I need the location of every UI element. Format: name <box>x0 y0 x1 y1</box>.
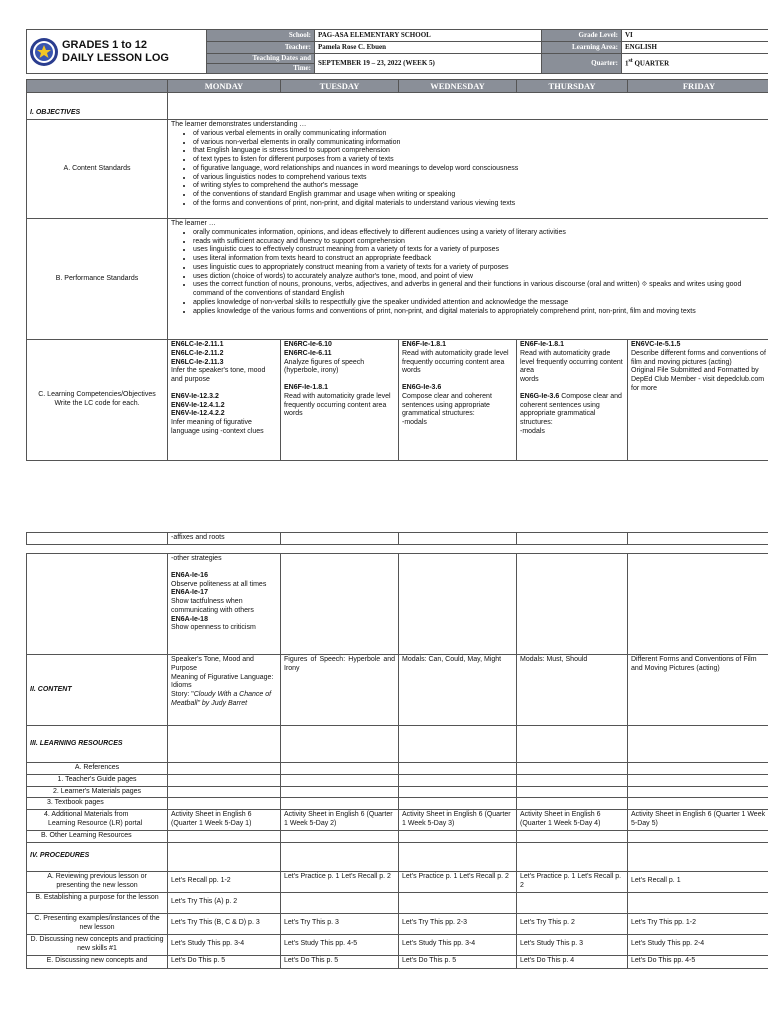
teachers-guide-label: 1. Teacher's Guide pages <box>27 774 168 786</box>
table-cell <box>168 763 281 775</box>
other-resources-label: B. Other Learning Resources <box>27 831 168 843</box>
dates-value: SEPTEMBER 19 – 23, 2022 (WEEK 5) <box>315 54 542 74</box>
table-cell <box>517 774 628 786</box>
story-author: " by Judy Barret <box>197 699 248 707</box>
list-item: • uses the correct function of nouns, pronouns, verbs, adjectives, and adverbs in general and their functions in various discourse (oral and written) ⯑ speaks and writes using good command of the conventions of standard English <box>193 281 767 299</box>
form-title-line2: DAILY LESSON LOG <box>62 51 169 64</box>
table-cell <box>399 763 517 775</box>
list-item: • applies knowledge of the various forms and conventions of print, non-print, and digital materials to appropriately comprehend print, non-print, film and moving texts <box>193 308 767 317</box>
content-friday: Different Forms and Conventions of Film and Moving Pictures (acting) <box>628 655 768 726</box>
procedure-d-monday: Let's Study This pp. 3-4 <box>168 934 281 955</box>
table-cell <box>517 763 628 775</box>
dates-label-2: Time: <box>207 64 315 74</box>
teacher-label: Teacher: <box>207 42 315 54</box>
continuation-thursday <box>517 533 628 545</box>
quarter-value <box>622 54 768 74</box>
lc-code: EN6LC-Ie-2.11.1 <box>171 341 224 348</box>
procedure-b-tuesday <box>281 892 399 913</box>
table-cell <box>628 763 768 775</box>
lc-code: EN6V-Ie-12.4.2.2 <box>171 410 225 418</box>
additional-materials-thursday: Activity Sheet in English 6 (Quarter 1 Week 5-Day 4) <box>517 810 628 831</box>
performance-standards-cell <box>168 219 768 340</box>
strategies-text: -other strategies <box>171 555 222 562</box>
table-cell <box>168 774 281 786</box>
resources-tuesday <box>281 726 399 763</box>
procedure-a-monday: Let's Recall pp. 1-2 <box>168 871 281 892</box>
list-item: • of various verbal elements in orally communicating information <box>193 130 767 139</box>
school-label: School: <box>207 30 315 42</box>
procedure-c-label: C. Presenting examples/instances of the new lesson <box>27 913 168 934</box>
lesson-log-table <box>26 79 768 461</box>
lc-code: EN6V-Ie-12.4.1.2 <box>171 401 225 409</box>
performance-standards-label: B. Performance Standards <box>27 219 168 340</box>
table-cell <box>628 798 768 810</box>
competencies-tuesday <box>281 340 399 461</box>
competencies-label <box>27 340 168 461</box>
table-cell <box>168 831 281 843</box>
lc-description: -modals <box>402 419 427 426</box>
additional-materials-monday: Activity Sheet in English 6 (Quarter 1 Week 5-Day 1) <box>168 810 281 831</box>
table-cell <box>517 831 628 843</box>
content-standards-label: A. Content Standards <box>27 120 168 219</box>
table-cell <box>168 786 281 798</box>
procedure-c-monday: Let's Try This (B, C & D) p. 3 <box>168 913 281 934</box>
list-item: • uses linguistic cues to appropriately construct meaning from a variety of texts for a variety of purposes <box>193 264 767 273</box>
table-cell <box>628 774 768 786</box>
table-cell <box>517 786 628 798</box>
day-header-blank <box>27 80 168 93</box>
procedure-a-wednesday: Let's Practice p. 1 Let's Recall p. 2 <box>399 871 517 892</box>
learners-materials-label: 2. Learner's Materials pages <box>27 786 168 798</box>
extra-competency-wednesday <box>399 554 517 655</box>
procedure-c-wednesday: Let's Try This pp. 2-3 <box>399 913 517 934</box>
procedure-a-tuesday: Let's Practice p. 1 Let's Recall p. 2 <box>281 871 399 892</box>
list-item: • uses linguistic cues to effectively construct meaning from a variety of texts for a variety of purposes <box>193 246 767 255</box>
deped-seal-icon <box>29 37 59 67</box>
resources-label: III. LEARNING RESOURCES <box>27 726 168 763</box>
lc-description: Analyze figures of speech (hyperbole, irony) <box>284 358 365 375</box>
table-cell <box>517 798 628 810</box>
table-cell <box>281 763 399 775</box>
lc-code: EN6A-Ie-18 <box>171 615 208 623</box>
table-cell <box>281 842 399 871</box>
objectives-label: I. OBJECTIVES <box>27 93 168 120</box>
table-cell <box>281 831 399 843</box>
table-cell <box>168 842 281 871</box>
content-standards-list <box>171 130 767 209</box>
procedure-e-monday: Let's Do This p. 5 <box>168 955 281 968</box>
lc-code: EN6LC-Ie-2.11.3 <box>171 358 224 366</box>
procedure-a-friday: Let's Recall p. 1 <box>628 871 768 892</box>
am-label-1: 4. Additional Materials from <box>44 811 129 818</box>
competencies-label-1: C. Learning Competencies/Objectives <box>38 391 156 399</box>
lc-description: Read with automaticity grade level frequently occurring content area words <box>402 349 509 375</box>
grade-value: VI <box>622 30 768 42</box>
lc-description: words <box>520 376 539 383</box>
performance-standards-intro: The learner … <box>171 220 216 227</box>
lc-code: EN6F-Ie-1.8.1 <box>284 384 328 391</box>
continuation-friday <box>628 533 768 545</box>
procedure-b-wednesday <box>399 892 517 913</box>
list-item: • that English language is stress timed to support comprehension <box>193 147 767 156</box>
procedure-e-tuesday: Let's Do This p. 5 <box>281 955 399 968</box>
lc-code: EN6F-Ie-1.8.1 <box>402 341 446 348</box>
page2-table <box>26 553 768 969</box>
lc-description: -modals <box>520 427 545 435</box>
extra-competency-label <box>27 554 168 655</box>
story-title: Cloudy With a Chance of Meatball <box>171 691 272 707</box>
am-label-2: Learning Resource (LR) portal <box>48 819 143 827</box>
procedure-b-label: B. Establishing a purpose for the lesson <box>27 892 168 913</box>
content-topic: Speaker's Tone, Mood and Purpose <box>171 656 254 672</box>
quarter-word: QUARTER <box>634 59 670 68</box>
list-item: • uses literal information from texts heard to construct an appropriate feedback <box>193 255 767 264</box>
additional-materials-wednesday: Activity Sheet in English 6 (Quarter 1 Week 5-Day 3) <box>399 810 517 831</box>
procedure-d-thursday: Let's Study This p. 3 <box>517 934 628 955</box>
quarter-num: 1 <box>625 59 629 68</box>
day-header-tuesday: TUESDAY <box>281 80 399 93</box>
procedure-e-wednesday: Let's Do This p. 5 <box>399 955 517 968</box>
procedure-a-label: A. Reviewing previous lesson or presenting the new lesson <box>27 871 168 892</box>
table-cell <box>517 842 628 871</box>
lc-description: Original File Submitted and Formatted by DepEd Club Member - visit depedclub.com for more <box>631 367 765 392</box>
list-item: • reads with sufficient accuracy and fluency to support comprehension <box>193 238 767 247</box>
list-item: • of various non-verbal elements in orally communicating information <box>193 139 767 148</box>
competencies-friday <box>628 340 768 461</box>
content-story <box>171 691 277 709</box>
continuation-label-cell <box>27 533 168 545</box>
lc-description: Compose clear and coherent sentences using appropriate grammatical structures: <box>520 392 622 426</box>
lc-description: Describe different forms and conventions of film and moving pictures (acting) <box>631 349 766 366</box>
lc-description: Read with automaticity grade level frequently occurring content area words <box>284 392 391 418</box>
additional-materials-tuesday: Activity Sheet in English 6 (Quarter 1 Week 5-Day 2) <box>281 810 399 831</box>
procedure-c-tuesday: Let's Try This p. 3 <box>281 913 399 934</box>
day-header-thursday: THURSDAY <box>517 80 628 93</box>
textbook-label: 3. Textbook pages <box>27 798 168 810</box>
additional-materials-label <box>27 810 168 831</box>
table-cell <box>628 786 768 798</box>
additional-materials-friday: Activity Sheet in English 6 (Quarter 1 Week 5-Day 5) <box>628 810 768 831</box>
quarter-label: Quarter: <box>542 54 622 74</box>
area-label: Learning Area: <box>542 42 622 54</box>
lc-code: EN6G-Ie-3.6 <box>520 392 560 400</box>
lc-code: EN6RC-Ie-6.11 <box>284 349 332 357</box>
quarter-sup: st <box>628 58 633 65</box>
procedure-d-tuesday: Let's Study This pp. 4-5 <box>281 934 399 955</box>
table-cell <box>399 774 517 786</box>
lc-code: EN6A-Ie-16 <box>171 571 208 579</box>
competencies-label-2: Write the LC code for each. <box>54 400 140 407</box>
lc-thursday-code2-line <box>520 393 624 428</box>
table-cell <box>281 786 399 798</box>
table-cell <box>281 798 399 810</box>
list-item: • of text types to listen for different purposes from a variety of texts <box>193 156 767 165</box>
content-thursday: Modals: Must, Should <box>517 655 628 726</box>
list-item: • of figurative language, word relationships and nuances in word meanings to develop word consciousness <box>193 165 767 174</box>
competencies-monday <box>168 340 281 461</box>
content-standards-intro: The learner demonstrates understanding … <box>171 121 307 128</box>
references-label: A. References <box>27 763 168 775</box>
procedure-d-label: D. Discussing new concepts and practicing new skills #1 <box>27 934 168 955</box>
table-cell <box>399 842 517 871</box>
lc-code: EN6A-Ie-17 <box>171 589 208 597</box>
content-wednesday: Modals: Can, Could, May, Might <box>399 655 517 726</box>
resources-wednesday <box>399 726 517 763</box>
list-item: • of various linguistics nodes to comprehend various texts <box>193 174 767 183</box>
teacher-value: Pamela Rose C. Ebuen <box>315 42 542 54</box>
extra-competency-thursday <box>517 554 628 655</box>
procedure-c-friday: Let's Try This pp. 1-2 <box>628 913 768 934</box>
table-cell <box>628 842 768 871</box>
extra-competency-monday <box>168 554 281 655</box>
procedure-d-friday: Let's Study This pp. 2-4 <box>628 934 768 955</box>
resources-friday <box>628 726 768 763</box>
procedure-b-friday <box>628 892 768 913</box>
list-item: • of the forms and conventions of print, non-print, and digital materials to understand various viewing texts <box>193 200 767 209</box>
dates-label-1: Teaching Dates and <box>207 54 315 64</box>
lc-code: EN6F-Ie-1.8.1 <box>520 341 564 348</box>
procedures-label: IV. PROCEDURES <box>27 842 168 871</box>
lc-description: Show openness to criticism <box>171 624 256 632</box>
day-header-friday: FRIDAY <box>628 80 768 93</box>
lc-code: EN6LC-Ie-2.11.2 <box>171 349 224 357</box>
lc-code: EN6V-Ie-12.3.2 <box>171 392 219 400</box>
list-item: • applies knowledge of non-verbal skills to respectfully give the speaker undivided attention and acknowledge the message <box>193 299 767 308</box>
lc-description: Observe politeness at all times <box>171 580 267 588</box>
procedure-b-monday: Let's Try This (A) p. 2 <box>168 892 281 913</box>
list-item: • of the conventions of standard English grammar and usage when writing or speaking <box>193 191 767 200</box>
lc-code: EN6VC-Ie-5.1.5 <box>631 341 681 348</box>
area-value: ENGLISH <box>622 42 768 54</box>
competencies-thursday <box>517 340 628 461</box>
lc-description: Read with automaticity grade level frequently occurring content area <box>520 349 623 375</box>
table-cell <box>628 831 768 843</box>
resources-monday <box>168 726 281 763</box>
lc-description: Infer meaning of figurative language using -context clues <box>171 419 264 435</box>
procedure-a-thursday: Let's Practice p. 1 Let's Recall p. 2 <box>517 871 628 892</box>
lc-description: Infer the speaker's tone, mood and purpose <box>171 367 266 383</box>
list-item: • of writing styles to comprehend the author's message <box>193 182 767 191</box>
procedure-d-wednesday: Let's Study This pp. 3-4 <box>399 934 517 955</box>
table-cell <box>399 831 517 843</box>
school-value: PAG-ASA ELEMENTARY SCHOOL <box>315 30 542 42</box>
content-monday <box>168 655 281 726</box>
lc-code: EN6RC-Ie-6.10 <box>284 341 332 348</box>
list-item: • uses diction (choice of words) to accurately analyze author's tone, mood, and point of view <box>193 273 767 282</box>
continuation-monday: -affixes and roots <box>168 533 281 545</box>
table-cell <box>399 798 517 810</box>
list-item: • orally communicates information, opinions, and ideas effectively to different audiences using a variety of literary activities <box>193 229 767 238</box>
story-prefix: Story: " <box>171 691 194 698</box>
page2-continuation-table <box>26 532 768 545</box>
table-cell <box>168 798 281 810</box>
day-header-monday: MONDAY <box>168 80 281 93</box>
resources-thursday <box>517 726 628 763</box>
day-header-wednesday: WEDNESDAY <box>399 80 517 93</box>
table-cell <box>281 774 399 786</box>
objectives-cell <box>168 93 768 120</box>
procedure-b-thursday <box>517 892 628 913</box>
continuation-wednesday <box>399 533 517 545</box>
table-cell <box>399 786 517 798</box>
content-tuesday: Figures of Speech: Hyperbole and Irony <box>281 655 399 726</box>
extra-competency-friday <box>628 554 768 655</box>
procedure-e-thursday: Let's Do This p. 4 <box>517 955 628 968</box>
header-logo-cell <box>27 30 207 74</box>
continuation-tuesday <box>281 533 399 545</box>
procedure-e-label: E. Discussing new concepts and <box>27 955 168 968</box>
header-table <box>26 29 768 74</box>
lc-description: Compose clear and coherent sentences using appropriate grammatical structures: <box>402 392 492 418</box>
procedure-e-friday: Let's Do This pp. 4-5 <box>628 955 768 968</box>
performance-standards-list <box>171 229 767 317</box>
lc-description: Show tactfulness when communicating with others <box>171 598 254 614</box>
content-topic: Meaning of Figurative Language: Idioms <box>171 673 274 690</box>
competencies-wednesday <box>399 340 517 461</box>
procedure-c-thursday: Let's Try This p. 2 <box>517 913 628 934</box>
extra-competency-tuesday <box>281 554 399 655</box>
lc-code: EN6G-Ie-3.6 <box>402 384 442 391</box>
content-standards-cell <box>168 120 768 219</box>
grade-label: Grade Level: <box>542 30 622 42</box>
content-label: II. CONTENT <box>27 655 168 726</box>
form-title-line1: GRADES 1 to 12 <box>62 38 147 51</box>
